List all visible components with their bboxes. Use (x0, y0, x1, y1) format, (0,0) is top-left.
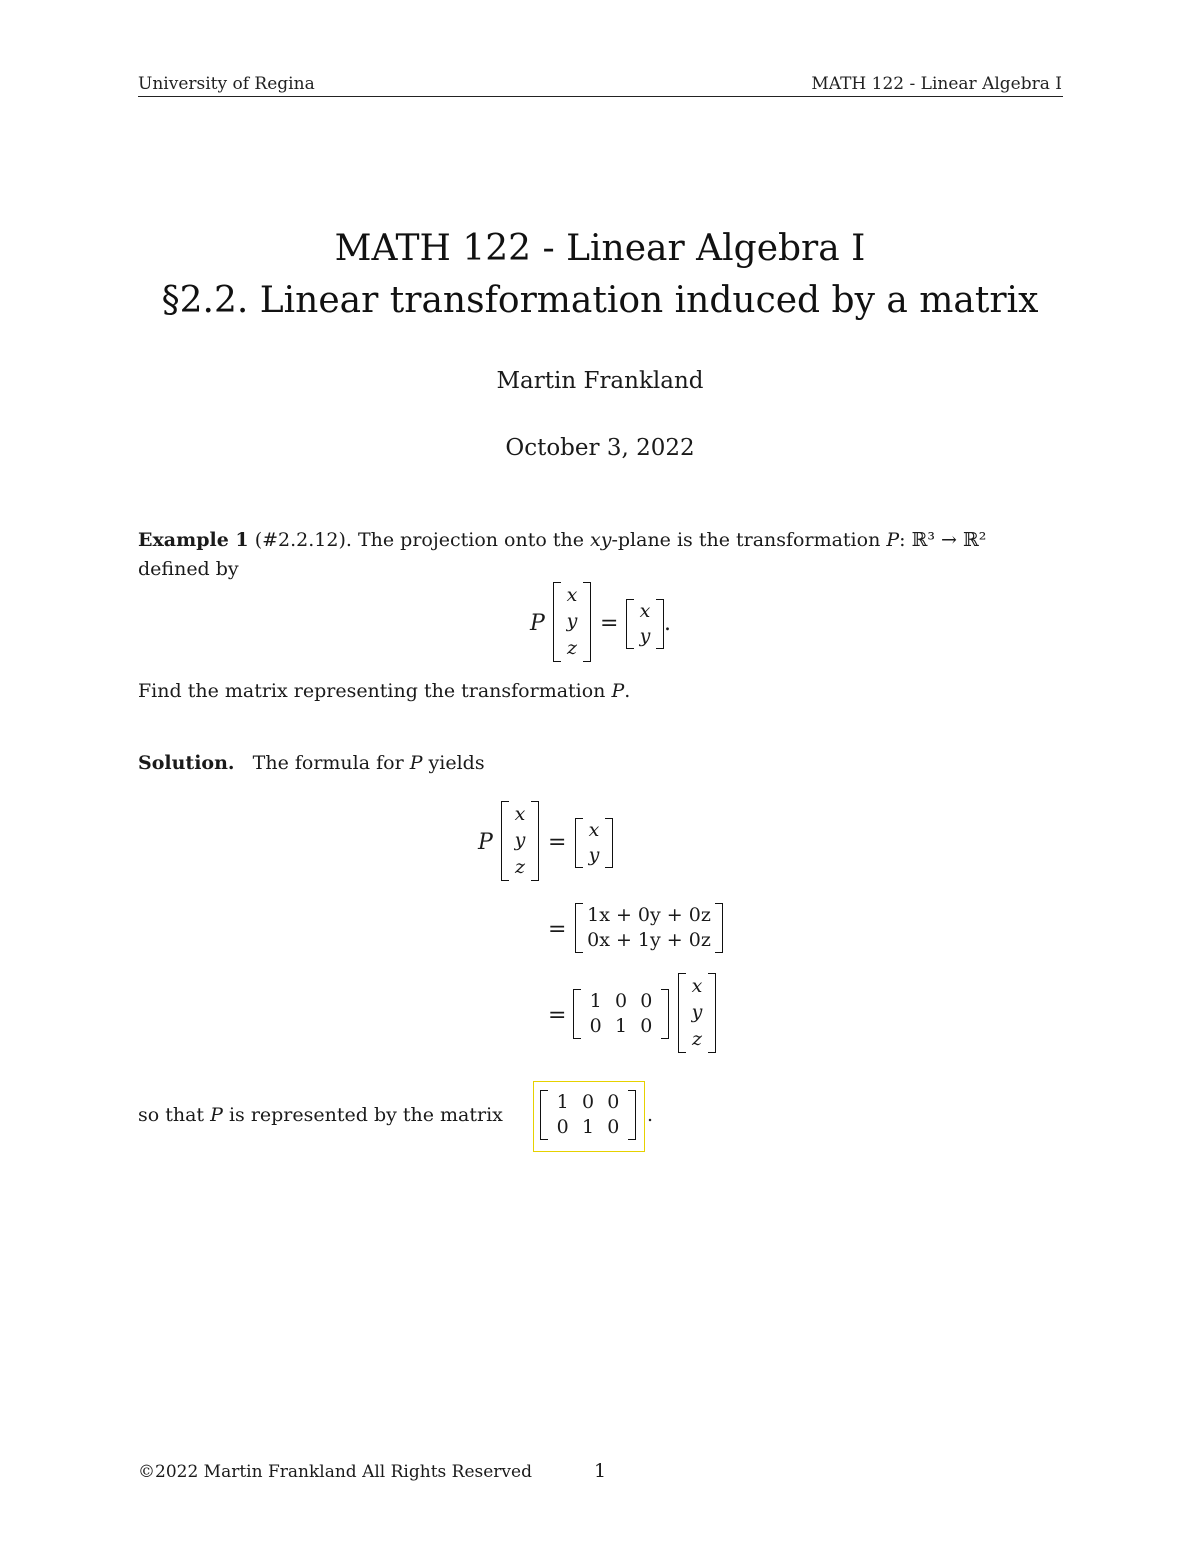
page-subtitle: §2.2. Linear transformation induced by a matrix (161, 280, 1039, 321)
example-ref: (#2.2.12). (254, 529, 352, 551)
matrix-entry: 0 (589, 1015, 602, 1037)
example-text-mid: -plane is the transformation (611, 529, 887, 551)
vec-entry: y (639, 625, 651, 647)
left-bracket (573, 989, 581, 1039)
conclusion-mid: is represented by the matrix (222, 1104, 503, 1126)
plane-var: xy (590, 529, 612, 551)
date: October 3, 2022 (505, 435, 695, 461)
question (138, 680, 630, 703)
vec-entry: x (639, 600, 651, 622)
right-bracket (628, 1090, 636, 1140)
right-bracket (715, 903, 723, 953)
solution-suffix: yields (422, 752, 485, 774)
vec-entry: y (566, 610, 578, 633)
page-number: 1 (594, 1460, 607, 1482)
left-bracket (501, 801, 509, 881)
def-period: . (664, 611, 671, 636)
example-text-before: The projection onto the (351, 529, 590, 551)
sol-equals-3: = (548, 1003, 567, 1028)
question-var: P (611, 680, 625, 702)
right-bracket (583, 582, 591, 662)
def-vec2 (636, 599, 654, 649)
left-bracket (575, 903, 583, 953)
header-rule (138, 96, 1063, 97)
matrix-entry: 0 (640, 990, 653, 1012)
sol-vec3 (511, 801, 529, 881)
right-bracket (605, 818, 613, 868)
expanded-row: 1x + 0y + 0z (587, 904, 711, 926)
sol-vec3-product (688, 973, 706, 1053)
vec-entry: y (691, 1001, 703, 1024)
matrix-product (583, 989, 659, 1039)
solution-label: Solution. (138, 752, 235, 774)
def-vec3 (563, 582, 581, 662)
question-end: . (624, 680, 631, 702)
matrix-entry: 1 (589, 990, 602, 1012)
example-statement (138, 529, 1063, 552)
matrix-entry: 1 (614, 1015, 628, 1037)
conclusion-end: . (647, 1104, 654, 1126)
def-equals: = (600, 611, 619, 636)
vec-entry: x (566, 583, 578, 606)
header-right: MATH 122 - Linear Algebra I (811, 74, 1062, 94)
sol-vec2 (585, 818, 603, 868)
header-left: University of Regina (138, 74, 315, 94)
map-name: P (886, 529, 900, 551)
matrix-entry: 0 (607, 1116, 620, 1138)
answer-matrix (550, 1090, 626, 1140)
example-line2: defined by (138, 558, 239, 580)
solution-prefix: The formula for (252, 752, 410, 774)
vec-entry: x (588, 819, 600, 841)
vec-entry: x (691, 974, 703, 997)
matrix-entry: 0 (614, 990, 628, 1012)
question-prefix: Find the matrix representing the transformation (138, 680, 612, 702)
page-title: MATH 122 - Linear Algebra I (334, 228, 866, 269)
solution-intro (138, 752, 485, 775)
conclusion-var: P (210, 1104, 223, 1126)
right-bracket (531, 801, 539, 881)
vec-entry: y (588, 844, 600, 866)
expanded-vector (585, 903, 713, 953)
map-signature: : ℝ³ → ℝ² (899, 529, 987, 551)
footer-copyright: ©2022 Martin Frankland All Rights Reserved (138, 1462, 532, 1482)
vec-entry: x (514, 802, 526, 825)
matrix-entry: 0 (607, 1091, 620, 1113)
matrix-entry: 1 (581, 1116, 595, 1138)
matrix-entry: 0 (556, 1116, 569, 1138)
vec-entry: z (691, 1028, 702, 1051)
author: Martin Frankland (496, 368, 704, 394)
left-bracket (626, 599, 634, 649)
left-bracket (575, 818, 583, 868)
matrix-entry: 0 (581, 1091, 595, 1113)
left-bracket (540, 1090, 548, 1140)
solution-var: P (409, 752, 423, 774)
sol-equals-2: = (548, 917, 567, 942)
def-P: P (530, 611, 545, 636)
right-bracket (661, 989, 669, 1039)
right-bracket (708, 973, 716, 1053)
vec-entry: y (514, 829, 526, 852)
expanded-row: 0x + 1y + 0z (587, 929, 711, 951)
left-bracket (678, 973, 686, 1053)
sol-equals-1: = (548, 830, 567, 855)
example-label: Example 1 (138, 529, 249, 551)
left-bracket (553, 582, 561, 662)
vec-entry: z (514, 856, 525, 879)
matrix-entry: 0 (640, 1015, 653, 1037)
vec-entry: z (566, 637, 577, 660)
conclusion (138, 1104, 503, 1127)
right-bracket (656, 599, 664, 649)
sol-P: P (478, 830, 493, 855)
matrix-entry: 1 (556, 1091, 569, 1113)
conclusion-prefix: so that (138, 1104, 211, 1126)
